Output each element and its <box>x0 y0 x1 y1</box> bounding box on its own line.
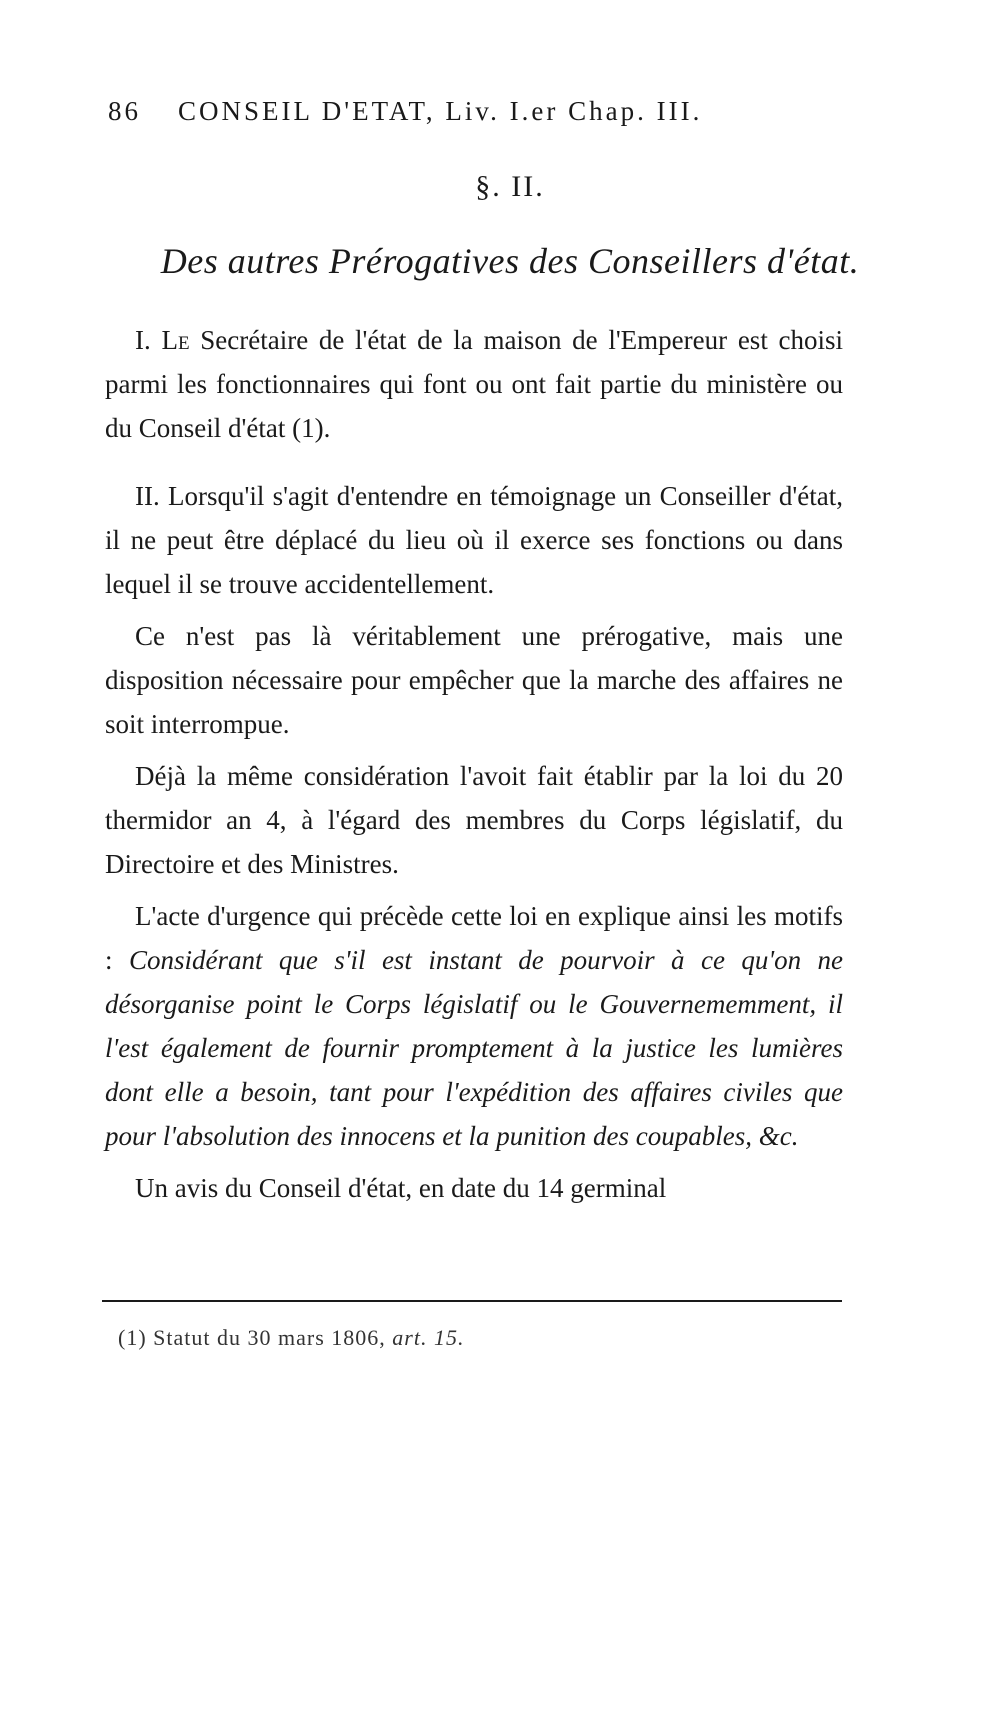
paragraph-text: L'acte d'urgence qui précède cette loi en explique ainsi les motifs : <box>105 901 843 975</box>
article-numeral: II. <box>135 481 160 511</box>
footnote-divider <box>102 1300 842 1302</box>
article-numeral: I. <box>135 325 151 355</box>
paragraph-article-1 <box>105 318 843 450</box>
paragraph-text: Secrétaire de l'état de la maison de l'Empereur est choisi parmi les fonctionnaires qui font ou ont fait partie du ministère ou du Conseil d'état (1). <box>105 325 844 443</box>
paragraph-text: Lorsqu'il s'agit d'entendre en témoignage un Conseiller d'état, il ne peut être déplacé du lieu où il exerce ses fonctions ou dans lequel il se trouve accidentellement. <box>105 481 843 599</box>
paragraph: Ce n'est pas là véritablement une prérogative, mais une disposition nécessaire pour empêcher que la marche des affaires ne soit interrompue. <box>105 621 843 739</box>
footnote-text: (1) Statut du 30 mars 1806, <box>118 1325 386 1350</box>
paragraph: Un avis du Conseil d'état, en date du 14 germinal <box>135 1173 667 1203</box>
footnote <box>118 1325 838 1351</box>
body-text <box>105 318 843 1210</box>
paragraph-lead-word: Le <box>161 325 190 355</box>
running-header <box>108 96 868 127</box>
page-number: 86 <box>108 96 141 126</box>
footnote-article-ref: art. 15. <box>392 1325 465 1350</box>
paragraph-with-quotation <box>105 894 843 1158</box>
paragraph: Déjà la même considération l'avoit fait établir par la loi du 20 thermidor an 4, à l'égard des membres du Corps législatif, du Directoire et des Ministres. <box>105 761 843 879</box>
paragraph-article-2 <box>105 474 843 606</box>
running-title: CONSEIL D'ETAT, Liv. I.er Chap. III. <box>178 96 703 126</box>
italic-quotation: Considérant que s'il est instant de pourvoir à ce qu'on ne désorganise point le Corps législatif ou le Gouvernememment, il l'est également de fournir promptement à la justice les lumières dont elle a besoin, tant pour l'expédition des affaires civiles que pour l'absolution des innocens et la punition des coupables, &c. <box>105 945 844 1151</box>
section-title: Des autres Prérogatives des Conseillers d'état. <box>160 241 860 281</box>
section-number: §. II. <box>475 170 545 203</box>
